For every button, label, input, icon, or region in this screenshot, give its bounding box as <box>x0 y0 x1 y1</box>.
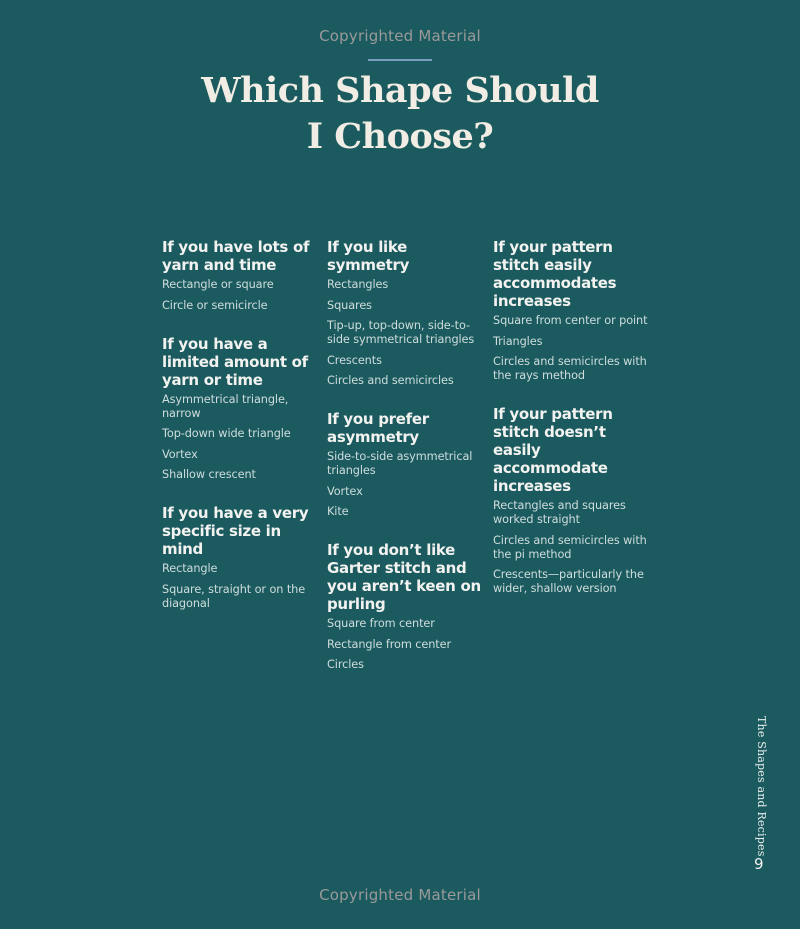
shape-item: Circles and semicircles with the rays method <box>493 355 647 382</box>
copyright-watermark-top: Copyrighted Material <box>319 27 481 45</box>
shape-item: Triangles <box>493 334 543 348</box>
shape-recommendation-section <box>493 238 648 383</box>
shape-item: Vortex <box>162 447 198 461</box>
column-1 <box>162 238 317 633</box>
shape-recommendation-section <box>327 238 482 388</box>
section-heading: If you like symmetry <box>327 238 410 274</box>
shape-item: Square from center <box>327 617 435 630</box>
shape-item: Rectangles and squares worked straight <box>493 499 626 526</box>
shape-item: Kite <box>327 505 349 518</box>
title-line-1: Which Shape Should <box>201 70 599 111</box>
section-heading: If you have a limited amount of yarn or time <box>162 334 308 389</box>
column-3 <box>493 238 648 618</box>
shape-item: Tip-up, top-down, side-to-side symmetrical triangles <box>327 319 475 346</box>
section-heading: If you have lots of yarn and time <box>162 238 310 274</box>
shape-item: Crescents—particularly the wider, shallow version <box>493 568 644 595</box>
section-heading: If you have a very specific size in mind <box>162 504 309 558</box>
shape-item: Rectangles <box>327 278 389 291</box>
shape-item: Top-down wide triangle <box>162 427 291 440</box>
page-title <box>0 68 800 160</box>
title-line-2: I Choose? <box>306 116 494 157</box>
shape-recommendation-section <box>162 504 317 611</box>
shape-item: Rectangle or square <box>162 278 274 291</box>
shape-item: Square, straight or on the diagonal <box>162 582 306 610</box>
copyright-watermark-bottom: Copyrighted Material <box>319 886 481 904</box>
shape-item: Side-to-side asymmetrical triangles <box>327 450 473 477</box>
shape-item: Circles and semicircles <box>327 374 454 387</box>
shape-item: Shallow crescent <box>162 468 256 481</box>
page-number: 9 <box>754 855 764 873</box>
shape-item: Square from center or point <box>493 314 648 327</box>
shape-recommendation-section <box>327 541 482 672</box>
section-side-label: The Shapes and Recipes <box>755 716 768 857</box>
shape-item: Circles and semicircles with the pi method <box>493 533 647 561</box>
shape-item: Circles <box>327 658 364 671</box>
shape-item: Rectangle from center <box>327 637 451 651</box>
section-heading: If your pattern stitch easily accommodates increases <box>493 238 617 310</box>
column-2 <box>327 238 482 694</box>
shape-item: Asymmetrical triangle, narrow <box>162 392 289 420</box>
shape-item: Rectangle <box>162 562 218 575</box>
section-heading: If you don’t like Garter stitch and you aren’t keen on purling <box>327 541 481 613</box>
section-heading: If you prefer asymmetry <box>327 410 429 446</box>
shape-recommendation-section <box>162 238 317 313</box>
shape-recommendation-section <box>327 410 482 519</box>
shape-item: Crescents <box>327 353 382 367</box>
shape-recommendation-section <box>162 335 317 483</box>
shape-item: Vortex <box>327 484 363 498</box>
shape-recommendation-section <box>493 405 648 596</box>
section-heading: If your pattern stitch doesn’t easily accommodate increases <box>493 405 613 495</box>
shape-item: Circle or semicircle <box>162 298 268 312</box>
shape-item: Squares <box>327 298 372 312</box>
title-rule <box>368 59 432 61</box>
